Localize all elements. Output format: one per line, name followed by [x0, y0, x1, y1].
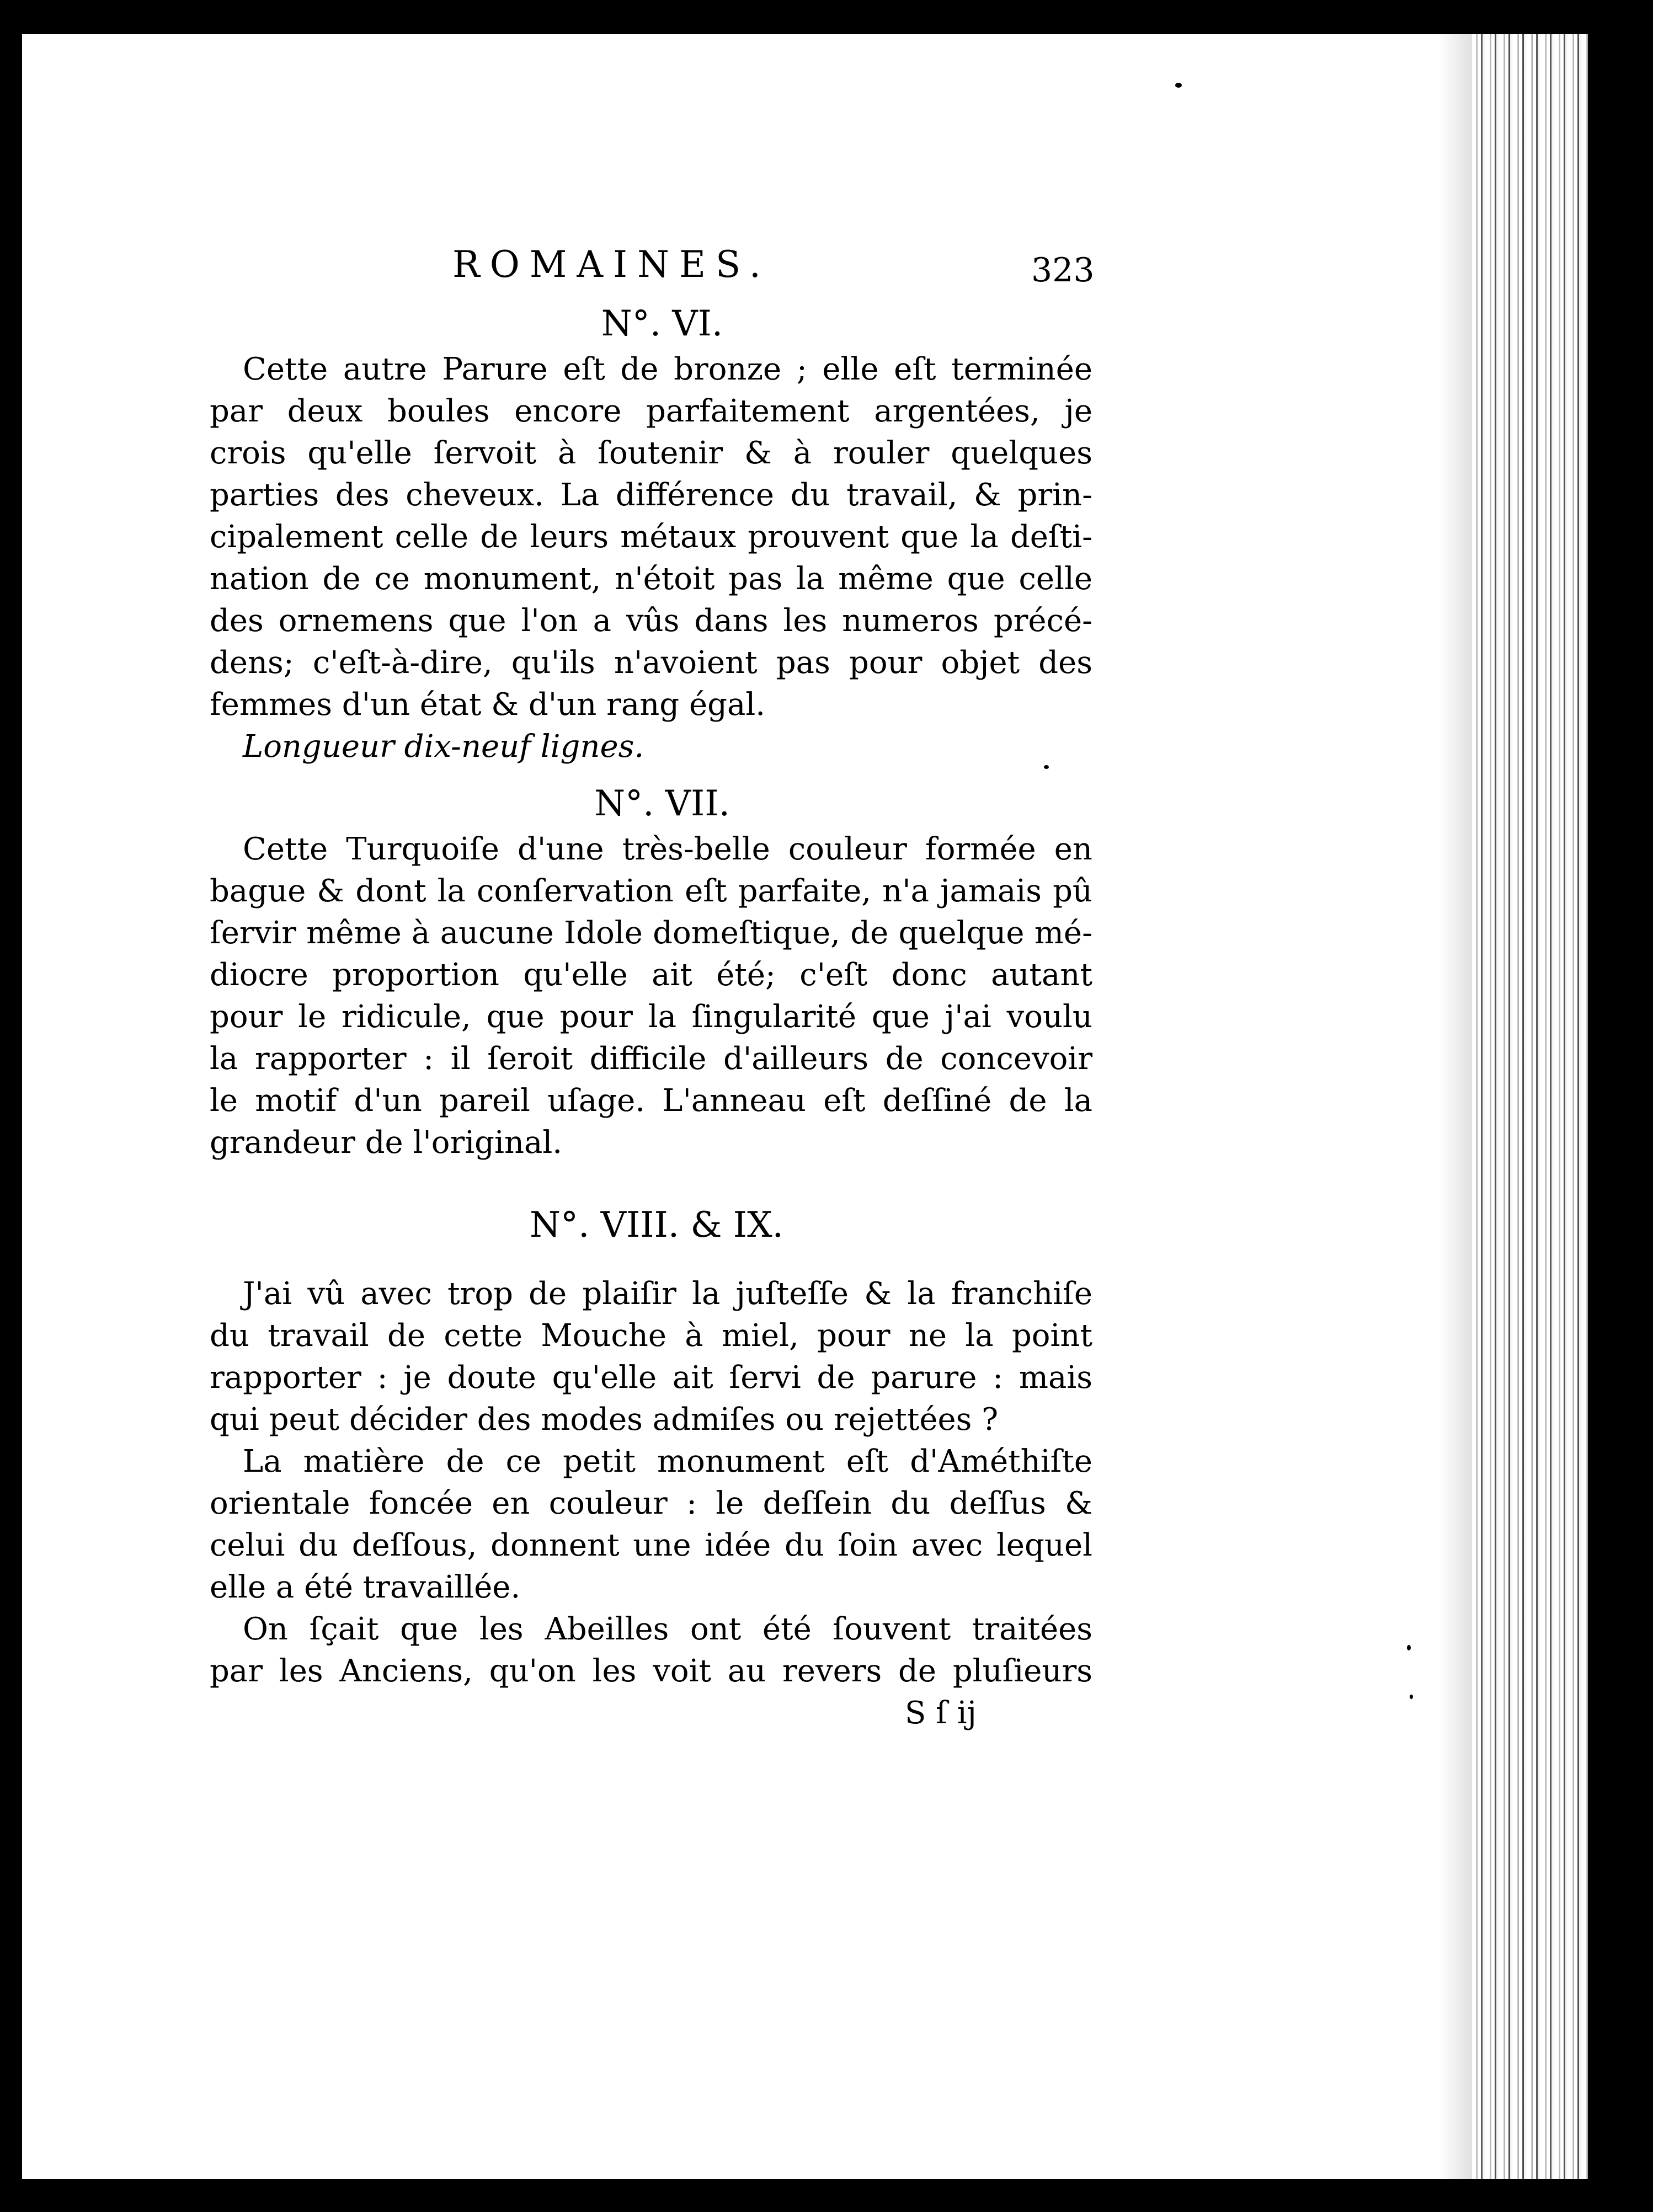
paragraph — [210, 349, 1092, 726]
paragraph — [210, 829, 1092, 1164]
paragraph — [210, 1441, 1092, 1609]
paragraph — [210, 1273, 1092, 1441]
paragraph — [210, 1609, 1092, 1692]
text-line: le motif d'un pareil uſage. L'anneau eſt deſſiné de la — [210, 1083, 1092, 1119]
text-line: pour le ridicule, que pour la ſingularité que j'ai voulu — [210, 999, 1092, 1035]
text-line: du travail de cette Mouche à miel, pour ne la point — [210, 1318, 1092, 1354]
page-text — [210, 243, 1095, 1734]
running-head — [210, 243, 1095, 293]
ink-speck — [1175, 83, 1182, 88]
text-line: Cette autre Parure eſt de bronze ; elle eſt terminée — [243, 351, 1092, 387]
text-line: orientale foncée en couleur : le deſſein du deſſus & — [210, 1486, 1092, 1521]
text-line: grandeur de l'original. — [210, 1125, 563, 1161]
text-line: des ornemens que l'on a vûs dans les numeros précé- — [210, 603, 1092, 639]
text-line: parties des cheveux. La différence du travail, & prin- — [210, 477, 1092, 513]
running-title: ROMAINES. — [452, 243, 771, 286]
text-line: On ſçait que les Abeilles ont été ſouvent traitées — [243, 1611, 1092, 1647]
measurement-note: Longueur dix-neuf lignes. — [243, 729, 644, 765]
text-line: nation de ce monument, n'étoit pas la même que celle — [210, 561, 1092, 597]
text-line: par deux boules encore parfaitement argentées, je — [210, 393, 1092, 429]
text-line: La matière de ce petit monument eſt d'Améthiſte — [243, 1444, 1092, 1479]
signature-mark: S ſ ij — [905, 1695, 977, 1731]
text-line: crois qu'elle ſervoit à ſoutenir & à rouler quelques — [210, 435, 1092, 471]
text-line: rapporter : je doute qu'elle ait ſervi de parure : mais — [210, 1360, 1092, 1396]
book-page — [22, 34, 1588, 2179]
text-line: Cette Turquoiſe d'une très-belle couleur formée en — [243, 831, 1092, 867]
page-number: 323 — [1031, 251, 1095, 290]
text-line: la rapporter : il ſeroit difficile d'ailleurs de concevoir — [210, 1041, 1092, 1077]
page-edge-shadow — [1439, 34, 1472, 2179]
section-heading: N°. VIII. & IX. — [530, 1205, 783, 1246]
text-line: qui peut décider des modes admiſes ou rejettées ? — [210, 1402, 999, 1438]
text-line: femmes d'un état & d'un rang égal. — [210, 687, 766, 723]
text-line: cipalement celle de leurs métaux prouvent que la deſti- — [210, 519, 1092, 555]
section-heading: N°. VII. — [594, 783, 730, 824]
text-line: celui du deſſous, donnent une idée du ſoin avec lequel — [210, 1527, 1092, 1563]
text-line: par les Anciens, qu'on les voit au revers de pluſieurs — [210, 1653, 1092, 1689]
text-line: J'ai vû avec trop de plaiſir la juſteſſe & la franchiſe — [243, 1276, 1092, 1312]
page-edge-texture — [1472, 34, 1588, 2179]
text-line: ſervir même à aucune Idole domeſtique, de quelque mé- — [210, 915, 1092, 951]
ink-speck — [1407, 1645, 1411, 1650]
text-line: bague & dont la conſervation eſt parfaite, n'a jamais pû — [210, 873, 1092, 909]
text-line: diocre proportion qu'elle ait été; c'eſt donc autant — [210, 957, 1092, 993]
section-heading: N°. VI. — [601, 303, 723, 344]
text-line: elle a été travaillée. — [210, 1569, 521, 1605]
text-line: dens; c'eſt-à-dire, qu'ils n'avoient pas pour objet des — [210, 645, 1092, 681]
ink-speck — [1410, 1695, 1413, 1699]
